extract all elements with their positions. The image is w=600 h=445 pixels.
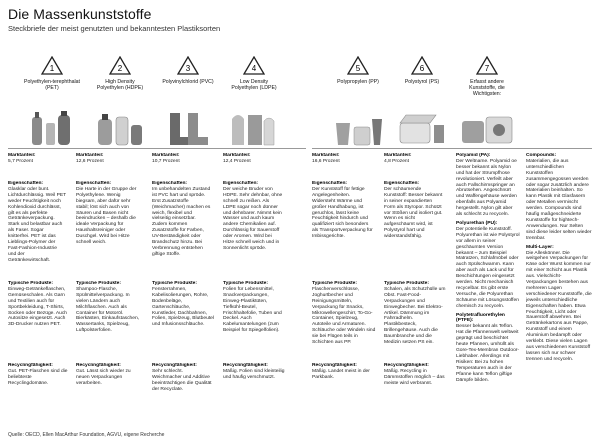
foam-box-illustration	[394, 109, 464, 147]
recycling-symbol-icon	[411, 56, 433, 76]
svg-text:6: 6	[419, 64, 425, 73]
plastic-column-ldpe	[226, 56, 282, 147]
divider	[312, 148, 592, 149]
bottles-illustration	[24, 109, 94, 147]
plastic-column-ps	[394, 56, 450, 147]
recyclability: Recyclingfähigkeit: Sehr schlecht. Weichmacher und Additive beeinträchtigen die Qualität der Recyclate.	[152, 363, 212, 392]
other-plastics-column: Polyamid (PA): Der Weltname. Polyamid oe besser bekannt als Nylon und hat der Strumpfhose revolutioniert. Verfeilt aber auch Fallschirmspringer an Abrutsehen. Angeschnürt und Waffengehäuse werden ebenfalls aus Polyamid hergestellt. Nylon gilt aber als schlecht zu recyceln. Polyurethan (PU): Der potentielle Kunststoff. Polyurethan ist wie Polystyrol vor allem in seiner geschäumten Version bekannt – zum Beispiel Matratzen, Schlafmöbel oder auch Spülschwamm. Kann aber auch als Lack und für Beschichtungen eingesetzt werden. Nicht mechanisch recycelbar. Es gibt erste Versuche, die Polyurethan Schäume mit Lösungsstoffen chemisch zu recyceln. Polytetrafluorethylen (PTFE): Besser bekannt als Teflon. Hat die Pfannenwelt weltweit geprägt und beschichtet heute Pfannen, umhüllt als Gore-Tex-Membran Outdoor-Liebhaber. Allerdings mit Risiken: Bei zu hohen Temperaturen auch in der Pfanne kann Teflon giftige Dämpfe bilden.	[456, 153, 520, 383]
recyclability: Recyclingfähigkeit: Gut. PET-Flaschen sind die beliebteste Recyclingdomäne.	[8, 363, 68, 386]
plastic-name: High Density Polyethylen (HDPE)	[96, 79, 144, 92]
plastic-name: Polypropylen (PP)	[337, 79, 379, 85]
plastic-name: Erfasst andere Kunststoffe, die Wichtigsten:	[469, 79, 505, 98]
plastic-name: Polyethylen-terephthalat (PET)	[24, 79, 80, 92]
typical-products: Typische Produkte: Folien für Lebensmittel, Snackverpackungen, Einweg-Plastiktüten, Tiefkühl-Beutel, Frischhaltefolie, Tuben und Deckel. Auch Kabelumantelungen (zum Beispiel für Spiegelfolien).	[223, 281, 282, 334]
typical-products: Typische Produkte: Einweg-Getränkeflaschen, Gemüseschalen. Als Garn und Textilien auch für Sportbekleidung, T-Shirts, Socken oder Bezüge. Auch Autositze eingesetzt. Auch 3D-Drucker nutzen PET.	[8, 281, 67, 328]
source-note: Quelle: OECD, Ellen MacArthur Foundation, AGVU, eigene Recherche	[8, 432, 165, 438]
other-plastics-column: Compounds: Materialien, die aus unterschiedlichen Kunststoffen zusammengegossen werden oder sogar zusätzlich andere Materialien beinhalten. So kann Plastik mit Glasfasern oder Metallen vermischt werden. Compounds sind häufig maßgeschneiderte Kunststoffe für hightech-Anwendungen. Nur Selten sind diese leider selten wieder trennbar. Multi-Layer: Die Alleskönner. Die weitgehen Verpackungen für Käse oder Wurst kommen nur mit einer Schicht aus Plastik aus. Vielschicht-Verpackungen bestehen aus mehreren Lagen verschiedener Kunststoffe, die jeweils unterschiedliche Eigenschaften haben. Etwa Feuchtigkeit, Licht oder Sauerstoff abwehren. Bei Getränkekartons aus Pappe, Kunststoff und einem Aluminium bedampft oder verklebt. Diese vielen Lagen aus verschiedenen Kunststoff lassen sich nur schwer trennen und recyceln.	[526, 153, 592, 362]
recycling-symbol-icon	[177, 56, 199, 76]
recyclability: Recyclingfähigkeit: Mäßig. Landet meist in der Parkbank.	[312, 363, 370, 380]
properties: Eigenschaften: Der schäumende Kunststoff: Besser bekannt in seiner expandierten Form als Styropor. Schützt vor Stößen und isoliert gut. Wenn es nicht aufgeschäumt wird, ist Polystyrol hart und widerstandsfähig.	[384, 181, 443, 240]
plastic-column-pet	[24, 56, 80, 147]
properties: Eigenschaften: Glasklar oder bunt. Lichtdurchlässig. Weil PET weder Feuchtigkeit noch Kohlendioxid durchlässt, gilt es als perfekte Getränkeverpackung. Stark und belastbar auch als Faser. Sogar knitterfrei. PET ist das Lieblings-Polymer der Fast-Fashion-Industrie und der Getränkewirtschaft.	[8, 181, 66, 263]
page-subtitle: Steckbriefe der meist genutzten und bekanntesten Plastiksorten	[8, 24, 221, 33]
svg-text:7: 7	[484, 64, 490, 73]
boots-illustration	[160, 109, 230, 147]
mixed-items-illustration	[456, 109, 526, 147]
properties: Eigenschaften: Der Kunststoff für fettige Angelegenheiten. Widersteht Wärme und großer Handhabung, ist geruchlos, lässt keine Feuchtigkeit hindurch und qualifiziert sich besonders als Transportverpackung für Imbissgerichte.	[312, 181, 373, 240]
plastic-column-other	[456, 56, 518, 147]
bottles-illustration	[92, 109, 162, 147]
market-share: Marktanteil: 12,4 Prozent	[223, 153, 251, 164]
properties: Eigenschaften: Im unbehandelten Zustand ist PVC hart und spröde. Erst Zusatzstoffe (Weichmacher) machen es weich, flexibel und vielseitig einsetzbar. Zudem kommen Zusatzstoffe für Farben, UV-Beständigkeit oder Brandschutz hinzu. Bei Verbrennung entstehen giftige Stoffe.	[152, 181, 211, 257]
market-share: Marktanteil: 4,8 Prozent	[384, 153, 412, 164]
svg-text:4: 4	[251, 64, 257, 73]
market-share: Marktanteil: 16,6 Prozent	[312, 153, 340, 164]
recycling-symbol-icon	[41, 56, 63, 76]
typical-products: Typische Produkte: Fensterrahmen, Kabelisolierungen, Rohre, Bodenbeläge, Gartenschläuche, Kunstleder, Dachbahnen, Folien, Spielzeug, Blutbeutel und Infusionsschläuche.	[152, 281, 214, 328]
cups-illustration	[330, 109, 400, 147]
plastic-name: Polyvinylchlorid (PVC)	[162, 79, 214, 85]
recycling-symbol-icon	[347, 56, 369, 76]
svg-text:1: 1	[49, 64, 55, 73]
plastic-column-hdpe	[92, 56, 148, 147]
typical-products: Typische Produkte: Flaschenverschlüsse, Joghurtbecher und Reinigungsmitteln, Verpackung für Snacks, Mikrowellengeschirr, To-Go-Container, Spielzeug, Autoteile und Armaturen. Schläuche oder Windeln sind sie bei Flügen teils in Schichten aus PP.	[312, 281, 376, 346]
divider	[8, 148, 306, 149]
recyclability: Recyclingfähigkeit: Mäßig. Folien sind kleinteilig und häufig verschmutzt.	[223, 363, 285, 380]
plastic-column-pvc	[160, 56, 216, 147]
recycling-symbol-icon	[109, 56, 131, 76]
recyclability: Recyclingfähigkeit: Gut. Lässt sich wieder zu neuen Verpackungen verarbeiten.	[76, 363, 131, 386]
svg-text:3: 3	[185, 64, 191, 73]
page-title: Die Massenkunststoffe	[8, 6, 152, 22]
market-share: Marktanteil: 12,6 Prozent	[76, 153, 104, 164]
svg-text:5: 5	[355, 64, 361, 73]
plastic-name: Polystyrol (PS)	[404, 79, 440, 85]
svg-text:2: 2	[117, 64, 123, 73]
bags-illustration	[226, 109, 296, 147]
recycling-symbol-icon	[476, 56, 498, 76]
properties: Eigenschaften: Die Harte in der Gruppe der Polyethylene. Wenig biegsam, aber dafür sehr stabil; löst sich auch von Säuren und Basen nicht beeindrucken – deshalb die ideale Verpackung für Haushaltsreiniger oder Duschgel. Wird bei Hitze schnell weich.	[76, 181, 137, 246]
typical-products: Typische Produkte: Schalen, als Schutzhülle um Obst. Fast-Food-Verpackungen und Einwegbecher. Bei Elektro-Artikel. Dämmung im Fahrradhelm. Plastikbesteck, Brillengehäuse. Auch die Baumbranche und die Medizin setzen PS ein.	[384, 281, 446, 346]
market-share: Marktanteil: 5,7 Prozent	[8, 153, 36, 164]
properties: Eigenschaften: Der weiche Bruder von HDPE. Sehr dehnbar, ohne schnell zu reißen. Als LDPE sogar noch dünner und dehnbarer. Nimmt kein Wasser und auch kaum andere Chemikalien auf. Durchlässig für Sauerstoff oder Aromen. Wird bei Hitze schnell weich und in Sonnenlicht spröde.	[223, 181, 283, 251]
plastic-column-pp	[330, 56, 386, 147]
typical-products: Typische Produkte: Shampoo-Flasche, Spülmittelverpackung. In vielen Ländern auch Milchflaschen. Auch als Container für Motoröl. Bierkästen, Einkaufstaschen, Wassertanks, Spielzeug, Luftpolsterfolien.	[76, 281, 140, 334]
recycling-symbol-icon	[243, 56, 265, 76]
recyclability: Recyclingfähigkeit: Mäßig. Recycling in Dämmstoffen möglich – das meiste wird verbrannt.	[384, 363, 445, 386]
plastic-name: Low Density Polyethylen (LDPE)	[231, 79, 277, 92]
market-share: Marktanteil: 10,7 Prozent	[152, 153, 180, 164]
